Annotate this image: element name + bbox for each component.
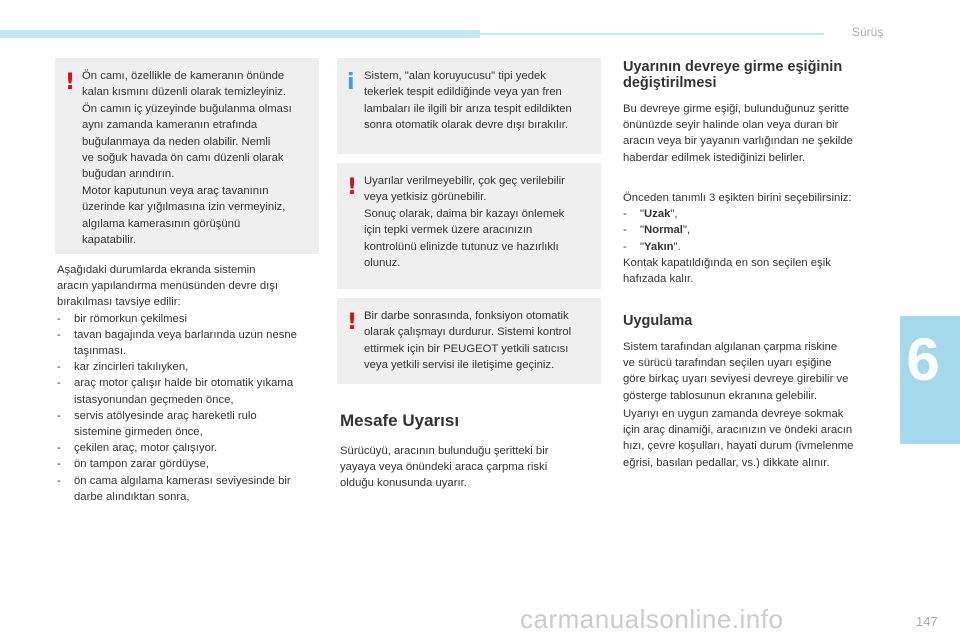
text-line: değiştirilmesi	[623, 75, 717, 91]
text-line: Bir darbe sonrasında, fonksiyon otomatik	[364, 310, 569, 322]
text-line: olarak çalışmayı durdurur. Sistemi kontrol	[364, 326, 572, 339]
text-line: buğudan arındırın.	[82, 168, 175, 181]
deactivation-advice	[57, 262, 327, 505]
dash-bullet: -	[57, 312, 61, 325]
text-line: Sistem tarafından algılanan çarpma riskine	[623, 341, 838, 353]
text-line: Önceden tanımlı 3 eşikten birini seçebilirsiniz:	[623, 192, 852, 204]
text-line: göre birkaç uyarı seviyesi devreye girebilir ve	[623, 373, 849, 386]
heading-esik	[623, 59, 842, 91]
warning-icon: !	[347, 310, 358, 335]
warning-box-impact	[337, 298, 601, 384]
threshold-option: - "Normal",	[623, 222, 885, 238]
esik-text	[623, 101, 885, 166]
text-line: gösterge tablosunun ekranına gelebilir.	[623, 389, 818, 402]
list-item: istasyonundan geçmeden önce,	[74, 393, 234, 406]
text-line: Uyarıyı en uygun zamanda devreye sokmak	[623, 408, 844, 420]
dash-bullet: -	[57, 474, 61, 487]
header-bar	[0, 30, 480, 38]
text-line: Aşağıdaki durumlarda ekranda sistemin	[57, 264, 256, 276]
text-line: olduğu konusunda uyarır.	[340, 477, 467, 490]
list-item: sistemine girmeden önce,	[74, 426, 203, 439]
text-line: önünüzde seyir halinde olan veya duran bir	[623, 119, 839, 132]
dash-bullet: -	[623, 240, 627, 253]
warning-icon: !	[65, 70, 76, 95]
list-item: darbe alındıktan sonra,	[74, 490, 190, 503]
list-item: - ön tampon zarar gördüyse,	[57, 456, 327, 472]
dash-bullet: -	[623, 208, 627, 221]
text-line: Bu devreye girme eşiği, bulunduğunuz şeritte	[623, 103, 850, 115]
dash-bullet: -	[57, 377, 61, 390]
text-line: aracın veya bir yayanın varlığından ne şekilde	[623, 135, 853, 148]
uygulama-text-1	[623, 339, 885, 404]
text-line: ve sürücü tarafından seçilen uyarı eşiğine	[623, 357, 832, 370]
text-line: Sistem, "alan koruyucusu" tipi yedek	[364, 70, 546, 82]
list-item: - çekilen araç, motor çalışıyor.	[57, 440, 327, 456]
heading-uygulama: Uygulama	[623, 313, 693, 329]
section-title: Sürüş	[852, 25, 884, 39]
dash-bullet: -	[57, 442, 61, 455]
text-line: yayaya veya önündeki araca çarpma riski	[340, 461, 548, 474]
page-number: 147	[916, 614, 938, 629]
text-line: Ön camı, özellikle de kameranın önünde	[82, 70, 285, 82]
text-line: lambaları ile ilgili bir arıza tespit edildikten	[364, 102, 572, 115]
list-item: - servis atölyesinde araç hareketli rulo	[57, 408, 327, 424]
list-item: - kar zincirleri takılıyken,	[57, 359, 327, 375]
text-line: Uyarılar verilmeyebilir, çok geç verilebilir	[364, 175, 565, 187]
info-icon: i	[347, 70, 355, 95]
warning-box-camera	[55, 58, 319, 254]
threshold-option: - "Uzak",	[623, 206, 885, 222]
warning-box-alerts	[337, 163, 601, 289]
text-line: üzerinde kar yığılmasına izin vermeyiniz,	[82, 201, 286, 214]
watermark: carmanualsonline.info	[520, 604, 784, 634]
info-text	[364, 68, 595, 134]
text-line: Kontak kapatıldığında en son seçilen eşik	[623, 256, 831, 269]
dash-bullet: -	[57, 361, 61, 374]
text-line: kalan kısmını düzenli olarak temizleyiniz.	[82, 86, 287, 99]
text-line: olunuz.	[364, 257, 401, 270]
list-item: - araç motor çalışır halde bir otomatik yıkama	[57, 375, 327, 391]
text-line: buğulanmaya da neden olabilir. Nemli	[82, 135, 271, 148]
mesafe-text	[340, 443, 602, 492]
text-line: veya yetkisiz görünebilir.	[364, 191, 487, 204]
text-line: haberdar edilmek istediğinizi belirler.	[623, 151, 806, 164]
text-line: algılama kamerasının görüşünü	[82, 217, 241, 230]
text-line: Uyarının devreye girme eşiğinin	[623, 59, 843, 75]
uygulama-text-2	[623, 406, 885, 471]
text-line: aracın yapılandırma menüsünden devre dışı	[57, 280, 279, 293]
text-line: hızı, çevre koşulları, hayati durum (ivmelenme	[623, 440, 854, 453]
warning-text	[364, 173, 595, 271]
heading-mesafe: Mesafe Uyarısı	[340, 411, 460, 430]
dash-bullet: -	[623, 224, 627, 237]
chapter-number: 6	[906, 326, 940, 393]
list-item: - bir römorkun çekilmesi	[57, 311, 327, 327]
text-line: sonra otomatik olarak devre dışı bırakılır.	[364, 119, 569, 132]
list-item: taşınması.	[74, 345, 127, 358]
warning-text	[82, 68, 313, 248]
list-item: - ön cama algılama kamerası seviyesinde bir	[57, 473, 327, 489]
dash-bullet: -	[57, 409, 61, 422]
text-line: Sürücüyü, aracının bulunduğu şeritteki bir	[340, 445, 549, 457]
text-line: hafızada kalır.	[623, 273, 694, 286]
text-line: kontrolünü elinizde tutunuz ve hazırlıklı	[364, 240, 559, 253]
text-line: aynı zamanda kameranın etrafında	[82, 119, 258, 132]
text-line: ettirmek için bir PEUGEOT yetkili satıcısı	[364, 342, 569, 355]
warning-icon: !	[347, 175, 358, 200]
text-line: eğrisi, basılan pedallar, vs.) dikkate alınır.	[623, 456, 830, 469]
text-line: Motor kaputunun veya araç tavanının	[82, 184, 269, 197]
text-line: tekerlek tespit edildiğinde veya yan fren	[364, 86, 562, 99]
list-item: - tavan bagajında veya barlarında uzun nesne	[57, 327, 327, 343]
header-rule	[480, 33, 824, 35]
dash-bullet: -	[57, 458, 61, 471]
text-line: için tepki vermek üzere aracınızın	[364, 224, 533, 237]
esik-options	[623, 190, 885, 287]
warning-text	[364, 308, 595, 374]
text-line: bırakılması tavsiye edilir:	[57, 296, 181, 309]
text-line: ve soğuk havada ön camı düzenli olarak	[82, 152, 284, 165]
text-line: Ön camın iç yüzeyinde buğulanma olması	[82, 102, 292, 115]
text-line: kapatabilir.	[82, 234, 137, 247]
text-line: için araç dinamiği, aracınızın ve öndeki aracın	[623, 424, 853, 437]
info-box-spare-wheel	[337, 58, 601, 154]
threshold-option: - "Yakın".	[623, 239, 885, 255]
text-line: Sonuç olarak, daima bir kazayı önlemek	[364, 207, 565, 220]
text-line: veya yetkili servisi ile iletişime geçiniz.	[364, 359, 555, 372]
dash-bullet: -	[57, 328, 61, 341]
